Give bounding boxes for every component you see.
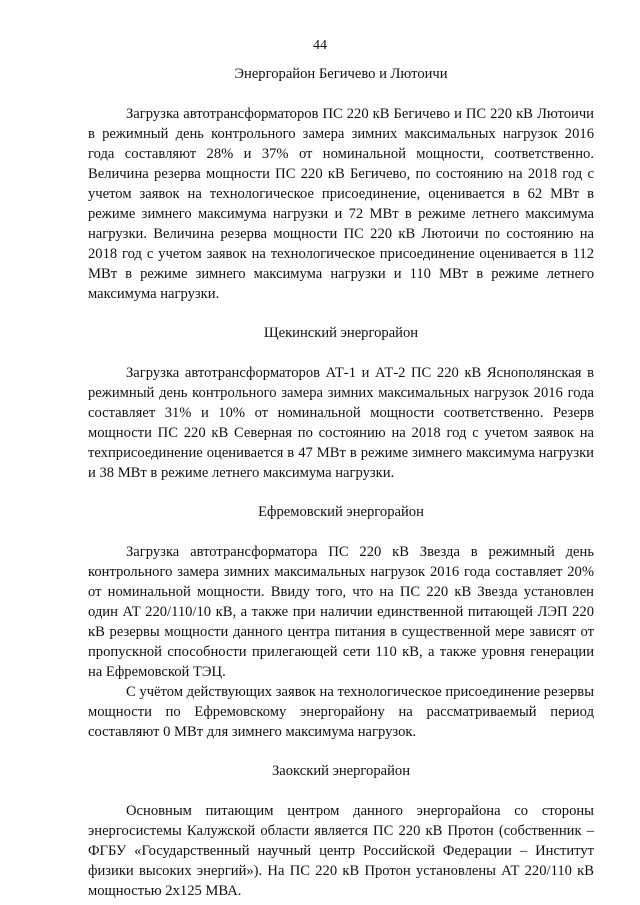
paragraph-efremov-2: С учётом действующих заявок на технологическое присоединение резервы мощности по Ефремовскому энергорайону на рассматриваемый период составляют 0 МВт для зимнего максимума нагрузок.	[88, 684, 594, 740]
paragraph-shchekino: Загрузка автотрансформаторов АТ-1 и АТ-2 ПС 220 кВ Яснополянская в режимный день контрольного замера зимних максимальных нагрузок 2016 года составляет 31% и 10% от номинальной мощности соответственно. Резерв мощности ПС 220 кВ Северная по состоянию на 2018 год с учетом заявок на техприсоединение оценивается в 47 МВт в режиме зимнего максимума нагрузки и 38 МВт в режиме летнего максимума нагрузки.	[88, 365, 594, 481]
paragraph-zaoksky: Основным питающим центром данного энергорайона со стороны энергосистемы Калужской области является ПС 220 кВ Протон (собственник – ФГБУ «Государственный научный центр Российской Федерации – Институт физики высоких энергий»). На ПС 220 кВ Протон установлены АТ 220/110 кВ мощностью 2х125 МВА.	[88, 803, 594, 899]
section-heading-zaoksky: Заокский энергорайон	[271, 763, 411, 779]
section-heading-shchekino: Щекинский энергорайон	[263, 325, 419, 341]
paragraph-efremov-1: Загрузка автотрансформатора ПС 220 кВ Звезда в режимный день контрольного замера зимних максимальных нагрузок 2016 года составляет 20% от номинальной мощности. Ввиду того, что на ПС 220 кВ Звезда установлен один АТ 220/110/10 кВ, а также при наличии единственной питающей ЛЭП 220 кВ резервы мощности данного центра питания в существенной мере зависят от пропускной способности прилегающей сети 110 кВ, а также уровня генерации на Ефремовской ТЭЦ.	[88, 544, 594, 680]
page-number: 44	[313, 38, 327, 53]
section-heading-efremov: Ефремовский энергорайон	[258, 504, 424, 520]
section-heading-begichevo: Энергорайон Бегичево и Лютоичи	[234, 66, 448, 82]
paragraph-begichevo: Загрузка автотрансформаторов ПС 220 кВ Бегичево и ПС 220 кВ Лютоичи в режимный день контрольного замера зимних максимальных нагрузок 2016 года составляют 28% и 37% от номинальной мощности, соответственно. Величина резерва мощности ПС 220 кВ Бегичево, по состоянию на 2018 год с учетом заявок на технологическое присоединение, оценивается в 62 МВт в режиме зимнего максимума нагрузки и 72 МВт в режиме летнего максимума нагрузки. Величина резерва мощности ПС 220 кВ Лютоичи по состоянию на 2018 год с учетом заявок на технологическое присоединение оценивается в 112 МВт в режиме зимнего максимума нагрузки и 110 МВт в режиме летнего максимума нагрузки.	[88, 106, 594, 302]
document-body	[88, 64, 594, 901]
